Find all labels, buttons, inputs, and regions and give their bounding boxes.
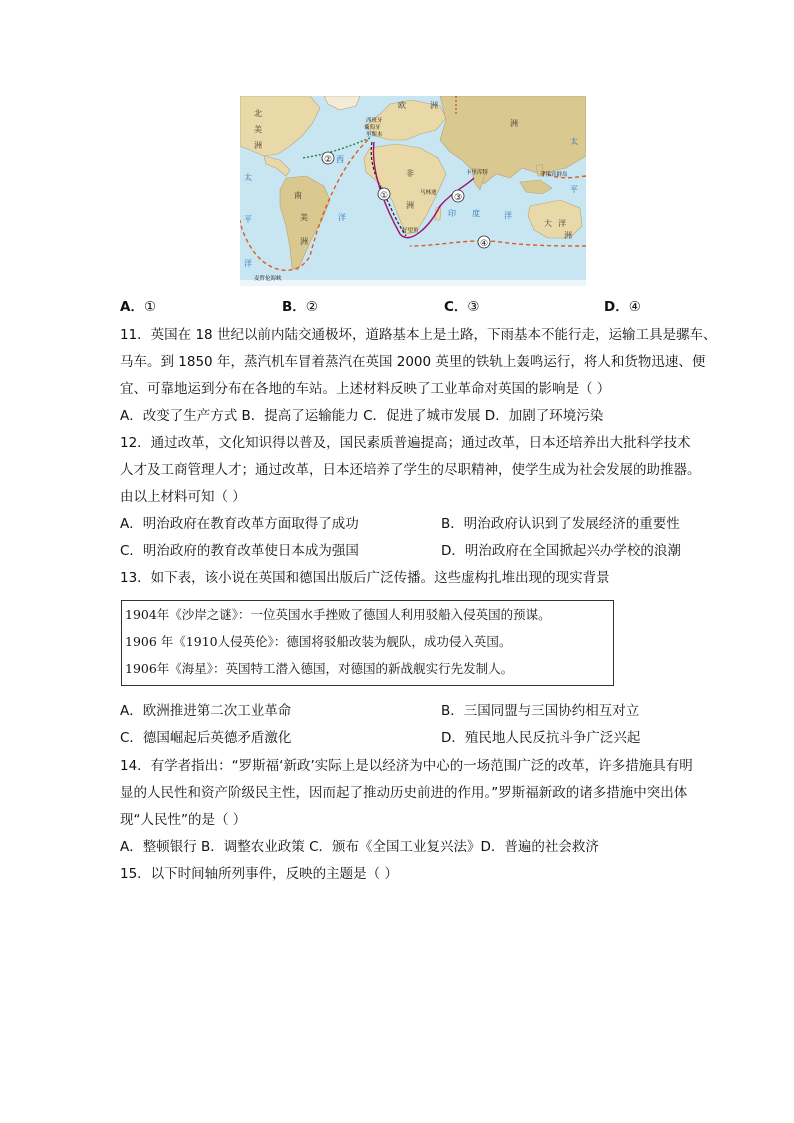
label-indian-1: 印 xyxy=(448,209,456,218)
q13-table-row-2: 1906 年《1910人侵英伦》：德国将驳船改装为舰队，成功侵入英国。 xyxy=(125,634,512,649)
svg-text:④: ④ xyxy=(479,239,489,249)
q11-stem-line-1: 11．英国在 18 世纪以前内陆交通极坏，道路基本上是土路，下雨基本不能行走，运输工具是骡车、 xyxy=(120,327,717,343)
label-oceania-1: 大 xyxy=(544,219,552,228)
q14-stem-line-2: 显的人民性和资产阶级民主性，因而起了推动历史前进的作用。”罗斯福新政的诸多措施中突出体 xyxy=(120,785,688,801)
q10-option-a-letter: A． xyxy=(120,299,144,315)
label-pacific-2: 平 xyxy=(244,215,252,224)
label-africa-1: 非 xyxy=(406,169,414,178)
label-europe-1: 欧 xyxy=(398,101,406,110)
q14-stem-line-1: 14．有学者指出：“罗斯福‘新政’实际上是以经济为中心的一场范围广泛的改革，许多措施具有明 xyxy=(120,758,693,774)
q10-option-d xyxy=(604,298,641,316)
label-cape: 好望角 xyxy=(402,228,419,234)
q13-option-c: C．德国崛起后英德矛盾激化 xyxy=(120,730,292,746)
label-spain: 西班牙 xyxy=(366,118,383,124)
q10-option-b-value: ② xyxy=(305,299,318,315)
q12-stem-line-2: 人才及工商管理人才；通过改革，日本还培养了学生的尽职精神，使学生成为社会发展的助推器。 xyxy=(120,462,701,478)
label-south-america-3: 洲 xyxy=(300,237,308,246)
antarctica-land xyxy=(240,280,586,286)
q12-option-b: B．明治政府认识到了发展经济的重要性 xyxy=(441,516,680,532)
label-philippines: 菲律宾群岛 xyxy=(540,172,568,178)
q10-option-b xyxy=(282,298,318,316)
label-south-america-1: 南 xyxy=(294,191,302,200)
q14-options: A．整顿银行 B．调整农业政策 C．颁布《全国工业复兴法》D．普遍的社会救济 xyxy=(120,839,599,855)
label-pacific-east-2: 平 xyxy=(570,185,578,194)
q11-options: A．改变了生产方式 B．提高了运输能力 C．促进了城市发展 D．加剧了环境污染 xyxy=(120,408,604,424)
q13-option-d: D．殖民地人民反抗斗争广泛兴起 xyxy=(441,730,641,746)
label-europe-2: 洲 xyxy=(430,101,438,110)
label-atlantic-1: 西 xyxy=(336,155,344,164)
q11-stem-line-2: 马车。到 1850 年，蒸汽机车冒着蒸汽在英国 2000 英里的铁轨上轰鸣运行，将人和货物迅速、便 xyxy=(120,354,706,370)
q13-table-row-3: 1906年《海星》：英国特工潜入德国，对德国的新战舰实行先发制人。 xyxy=(125,661,514,676)
label-africa-2: 洲 xyxy=(406,201,414,210)
label-pacific-east-1: 太 xyxy=(570,137,578,146)
q13-option-b: B．三国同盟与三国协约相互对立 xyxy=(441,703,640,719)
label-malindi: 马林迪 xyxy=(420,190,437,196)
label-oceania-3: 洲 xyxy=(564,231,572,240)
label-lisbon: 里斯本 xyxy=(366,132,383,138)
svg-text:③: ③ xyxy=(453,193,463,203)
q10-option-c-value: ③ xyxy=(467,299,480,315)
q10-option-c-letter: C． xyxy=(444,299,468,315)
route-map xyxy=(240,96,586,286)
q13-novel-table xyxy=(121,600,614,686)
svg-text:②: ② xyxy=(323,155,333,165)
q12-option-a: A．明治政府在教育改革方面取得了成功 xyxy=(120,516,359,532)
q12-option-d: D．明治政府在全国掀起兴办学校的浪潮 xyxy=(441,543,681,559)
label-portugal: 葡萄牙 xyxy=(364,125,381,131)
q10-option-a xyxy=(120,298,156,316)
q12-stem-line-1: 12．通过改革，文化知识得以普及，国民素质普遍提高；通过改革，日本还培养出大批科学技术 xyxy=(120,435,691,451)
label-north-america-2: 美 xyxy=(254,125,262,134)
q10-option-d-letter: D． xyxy=(604,299,629,315)
label-south-america-2: 美 xyxy=(300,213,308,222)
label-north-america-1: 北 xyxy=(254,109,262,118)
label-pacific-3: 洋 xyxy=(244,259,252,268)
svg-text:①: ① xyxy=(379,191,389,201)
label-oceania-2: 洋 xyxy=(558,219,566,228)
q13-option-a: A．欧洲推进第二次工业革命 xyxy=(120,703,292,719)
label-magellan: 麦哲伦海峡 xyxy=(254,276,282,282)
q10-option-a-value: ① xyxy=(143,299,157,315)
q12-option-c: C．明治政府的教育改革使日本成为强国 xyxy=(120,543,359,559)
label-calicut: 卡里库特 xyxy=(466,170,489,176)
label-atlantic-2: 洋 xyxy=(338,213,346,222)
label-asia: 洲 xyxy=(510,119,518,128)
q10-option-d-value: ④ xyxy=(628,299,641,315)
label-pacific-1: 太 xyxy=(244,173,252,182)
q13-table-row-1: 1904年《沙岸之谜》：一位英国水手挫败了德国人利用驳船入侵英国的预谋。 xyxy=(125,607,551,622)
q15-stem: 15．以下时间轴所列事件，反映的主题是（ ） xyxy=(120,866,398,882)
label-indian-3: 洋 xyxy=(504,211,512,220)
q10-option-c xyxy=(444,298,480,316)
label-north-america-3: 洲 xyxy=(254,141,262,150)
q11-stem-line-3: 宜、可靠地运到分布在各地的车站。上述材料反映了工业革命对英国的影响是（ ） xyxy=(120,381,611,397)
q12-stem-line-3: 由以上材料可知（ ） xyxy=(120,489,246,505)
label-indian-2: 度 xyxy=(472,209,480,218)
world-map-svg xyxy=(240,96,586,286)
q10-option-b-letter: B． xyxy=(282,299,306,315)
q13-stem: 13．如下表，该小说在英国和德国出版后广泛传播。这些虚构扎堆出现的现实背景 xyxy=(120,570,610,586)
q14-stem-line-3: 现“人民性”的是（ ） xyxy=(120,812,247,828)
